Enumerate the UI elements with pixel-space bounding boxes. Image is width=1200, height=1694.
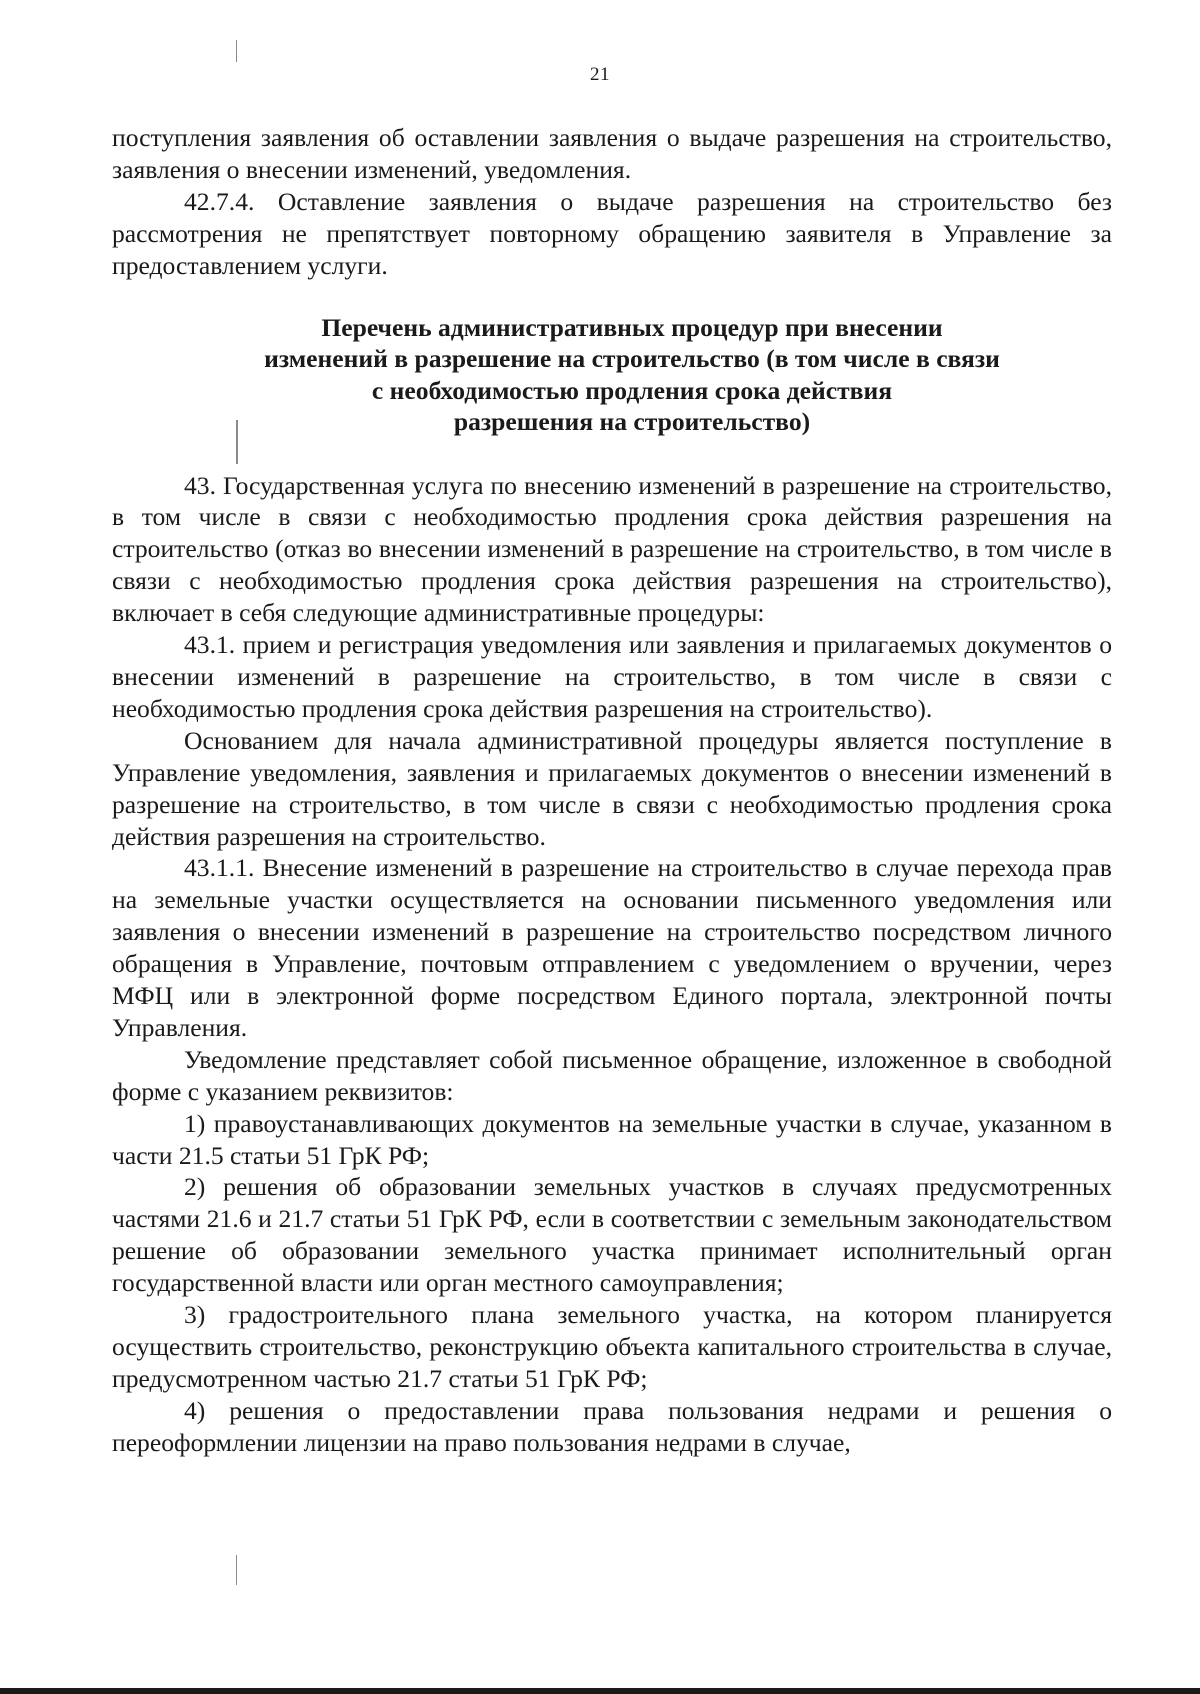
paragraph-43-1: 43.1. прием и регистрация уведомления или заявления и прилагаемых документов о внесении изменений в разрешение на строительство, в том числе в связи с необходимостью продления срока действия разрешения на строительство). bbox=[112, 630, 1112, 723]
paragraph-basis: Основанием для начала административной процедуры является поступление в Управление уведомления, заявления и прилагаемых документов о внесении изменений в разрешение на строительство, в том числе в связи с необходимостью продления срока действия разрешения на строительство. bbox=[112, 725, 1112, 851]
heading-line: изменений в разрешение на строительство (в том числе в связи bbox=[264, 344, 1000, 374]
list-item-3: 3) градостроительного плана земельного участка, на котором планируется осуществить строительство, реконструкцию объекта капитального строительства в случае, предусмотренном частью 21.7 статьи 51 ГрК РФ; bbox=[112, 1300, 1112, 1393]
scan-artifact bbox=[236, 1555, 237, 1585]
scan-artifact bbox=[236, 40, 237, 62]
list-item-2: 2) решения об образовании земельных участков в случаях предусмотренных частями 21.6 и 21.7 статьи 51 ГрК РФ, если в соответствии с земельным законодательством решение об образовании земельного участка принимает исполнительный орган государственной власти или орган местного самоуправления; bbox=[112, 1172, 1112, 1298]
heading-line: с необходимостью продления срока действия bbox=[371, 375, 893, 405]
heading-line: разрешения на строительство) bbox=[453, 407, 811, 437]
section-heading bbox=[112, 312, 1112, 438]
page-number: 21 bbox=[590, 64, 610, 85]
document-body bbox=[112, 122, 1112, 1459]
paragraph-42-7-4: 42.7.4. Оставление заявления о выдаче разрешения на строительство без рассмотрения не препятствует повторному обращению заявителя в Управление за предоставлением услуги. bbox=[112, 186, 1112, 280]
paragraph-43-1-1: 43.1.1. Внесение изменений в разрешение на строительство в случае перехода прав на земельные участки осуществляется на основании письменного уведомления или заявления о внесении изменений в разрешение на строительство посредством личного обращения в Управление, почтовым отправлением с уведомлением о вручении, через МФЦ или в электронной форме посредством Единого портала, электронной почты Управления. bbox=[112, 853, 1112, 1042]
scan-bottom-edge bbox=[0, 1688, 1200, 1694]
heading-line: Перечень административных процедур при внесении bbox=[321, 312, 943, 342]
list-item-4: 4) решения о предоставлении права пользования недрами и решения о переоформлении лицензии на право пользования недрами в случае, bbox=[112, 1395, 1112, 1457]
paragraph-notification: Уведомление представляет собой письменное обращение, изложенное в свободной форме с указанием реквизитов: bbox=[112, 1044, 1112, 1106]
list-item-1: 1) правоустанавливающих документов на земельные участки в случае, указанном в части 21.5 статьи 51 ГрК РФ; bbox=[112, 1108, 1112, 1170]
paragraph-43: 43. Государственная услуга по внесению изменений в разрешение на строительство, в том числе в связи с необходимостью продления срока действия разрешения на строительство (отказ во внесении изменений в разрешение на строительство, в том числе в связи с необходимостью продления срока действия разрешения на строительство), включает в себя следующие административные процедуры: bbox=[112, 470, 1112, 628]
paragraph-continuation: поступления заявления об оставлении заявления о выдаче разрешения на строительство, заявления о внесении изменений, уведомления. bbox=[112, 123, 1112, 184]
